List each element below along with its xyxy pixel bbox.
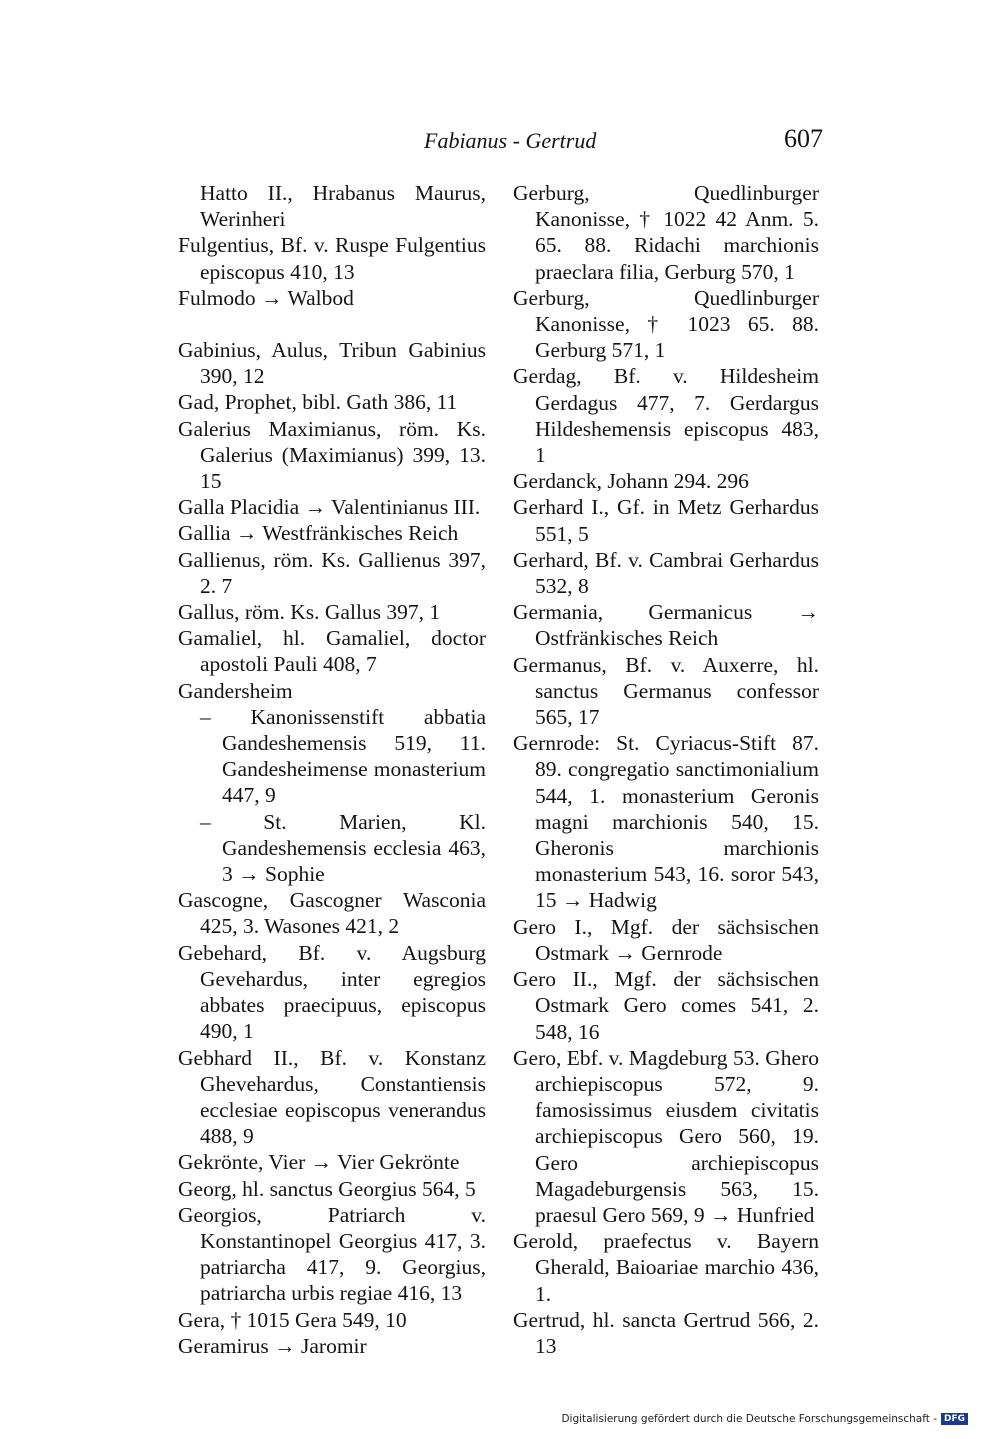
index-entry: Gabinius, Aulus, Tribun Gabinius 390, 12 [178, 338, 486, 389]
section-gap [178, 311, 486, 337]
index-entry: Gero, Ebf. v. Magdeburg 53. Ghero archiepiscopus 572, 9. famosissimus eiusdem civitatis archiepiscopus Gero 560, 19. Gero archiepiscopus Magadeburgensis 563, 15. praesul Gero 569, 9 → Hunfried [513, 1045, 819, 1227]
index-entry: – Kanonissenstift abbatia Gandeshemensis 519, 11. Gandesheimense monasterium 447, 9 [200, 704, 486, 808]
index-entry: Gertrud, hl. sancta Gertrud 566, 2. 13 [513, 1307, 819, 1358]
index-entry: Gerhard I., Gf. in Metz Gerhardus 551, 5 [513, 495, 819, 546]
index-entry: Gebhard II., Bf. v. Konstanz Ghevehardus, Constantiensis ecclesiae eopiscopus venerandus 488, 9 [178, 1045, 486, 1149]
index-entry: Gero II., Mgf. der sächsischen Ostmark Gero comes 541, 2. 548, 16 [513, 967, 819, 1044]
page-number: 607 [784, 124, 823, 153]
footer-text: Digitalisierung gefördert durch die Deutsche Forschungsgemeinschaft - [561, 1413, 937, 1425]
index-entry: Gekrönte, Vier → Vier Gekrönte [178, 1150, 460, 1175]
index-entry: Gebehard, Bf. v. Augsburg Gevehardus, inter egregios abbates praecipuus, episcopus 490, 1 [178, 940, 486, 1044]
index-entry: Gerold, praefectus v. Bayern Gherald, Baioariae marchio 436, 1. [513, 1229, 819, 1306]
index-entry: Fulmodo → Walbod [178, 285, 354, 310]
index-entry: Germania, Germanicus → Ostfränkisches Reich [513, 600, 819, 651]
index-entry: Gallienus, röm. Ks. Gallienus 397, 2. 7 [178, 547, 486, 598]
index-entry: Gerdag, Bf. v. Hildesheim Gerdagus 477, 7. Gerdargus Hildeshemensis episcopus 483, 1 [513, 364, 819, 468]
index-entry: Gandersheim [178, 678, 293, 703]
index-entry: Georgios, Patriarch v. Konstantinopel Georgius 417, 3. patriarcha 417, 9. Georgius, patriarcha urbis regiae 416, 13 [178, 1202, 486, 1306]
index-entry: Fulgentius, Bf. v. Ruspe Fulgentius episcopus 410, 13 [178, 233, 486, 284]
index-entry: Gad, Prophet, bibl. Gath 386, 11 [178, 390, 458, 415]
index-entry: Gamaliel, hl. Gamaliel, doctor apostoli Pauli 408, 7 [178, 626, 486, 677]
index-entry: Galla Placidia → Valentinianus III. [178, 495, 481, 520]
index-column-left [178, 180, 486, 1359]
index-entry: Gerhard, Bf. v. Cambrai Gerhardus 532, 8 [513, 547, 819, 599]
index-entry: Geramirus → Jaromir [178, 1333, 367, 1358]
index-entry: Germanus, Bf. v. Auxerre, hl. sanctus Germanus confessor 565, 17 [513, 652, 819, 730]
page-header-title: Fabianus - Gertrud [424, 128, 597, 153]
index-entry: Gero I., Mgf. der sächsischen Ostmark → Gernrode [513, 914, 819, 965]
index-entry: Georg, hl. sanctus Georgius 564, 5 [178, 1176, 476, 1201]
dfg-logo: DFG [941, 1413, 968, 1425]
index-column-right [513, 180, 819, 1359]
index-entry: Hatto II., Hrabanus Maurus, Werinheri [200, 181, 486, 232]
index-entry: Gerburg, Quedlinburger Kanonisse, † 1023 65. 88. Gerburg 571, 1 [513, 285, 819, 363]
index-entry: Gera, † 1015 Gera 549, 10 [178, 1307, 407, 1332]
index-entry: Gerburg, Quedlinburger Kanonisse, † 1022 42 Anm. 5. 65. 88. Ridachi marchionis praeclara filia, Gerburg 570, 1 [513, 181, 819, 284]
index-entry: Gascogne, Gascogner Wasconia 425, 3. Wasones 421, 2 [178, 888, 486, 939]
index-entry: – St. Marien, Kl. Gandeshemensis ecclesia 463, 3 → Sophie [200, 809, 486, 887]
index-entry: Galerius Maximianus, röm. Ks. Galerius (Maximianus) 399, 13. 15 [178, 416, 486, 494]
index-entry: Gerdanck, Johann 294. 296 [513, 469, 749, 494]
index-entry: Gallus, röm. Ks. Gallus 397, 1 [178, 600, 441, 625]
index-entry: Gallia → Westfränkisches Reich [178, 521, 459, 546]
footer [561, 1413, 968, 1425]
index-entry: Gernrode: St. Cyriacus-Stift 87. 89. congregatio sanctimonialium 544, 1. monasterium Geronis magni marchionis 540, 15. Gheronis marchionis monasterium 543, 16. soror 543, 15 → Hadwig [513, 731, 819, 913]
